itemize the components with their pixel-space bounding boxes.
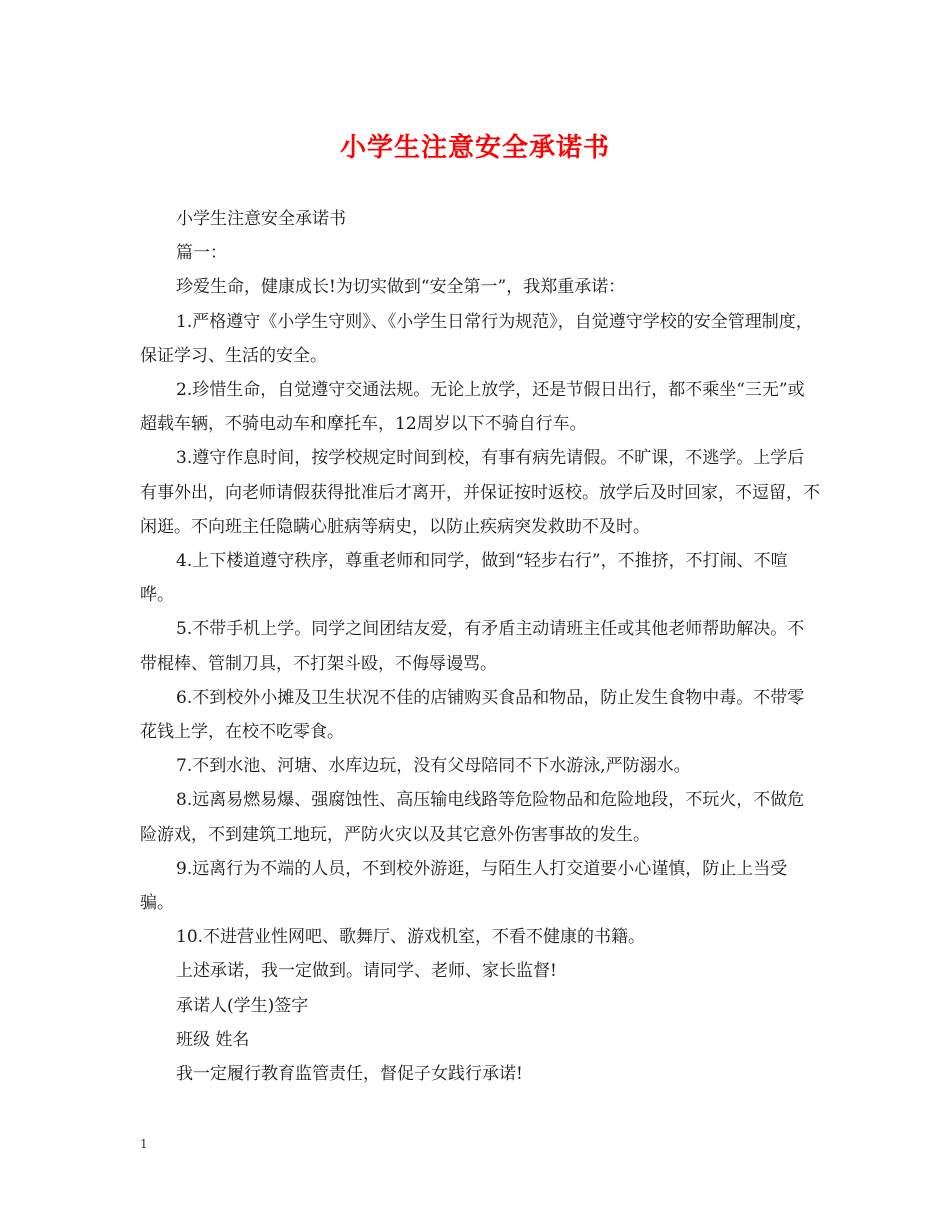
paragraph-item-6: 6.不到校外小摊及卫生状况不佳的店铺购买食品和物品，防止发生食物中毒。不带零花钱上学，在校不吃零食。	[140, 687, 805, 743]
paragraph-class-name-line: 班级 姓名	[176, 1029, 250, 1050]
paragraph-pledge: 上述承诺，我一定做到。请同学、老师、家长监督!	[176, 961, 557, 982]
paragraph-intro: 珍爱生命，健康成长!为切实做到“安全第一”，我郑重承诺：	[176, 277, 626, 298]
document-title: 小学生注意安全承诺书	[339, 133, 610, 163]
paragraph-item-2: 2.珍惜生命，自觉遵守交通法规。无论上放学，还是节假日出行，都不乘坐“三无”或超载车辆，不骑电动车和摩托车，12周岁以下不骑自行车。	[140, 380, 805, 435]
paragraph-item-3: 3.遵守作息时间，按学校规定时间到校，有事有病先请假。不旷课，不逃学。上学后有事外出，向老师请假获得批准后才离开，并保证按时返校。放学后及时回家，不逗留，不闲逛。不向班主任隐瞒心脏病等病史，以防止疾病突发救助不及时。	[140, 448, 820, 537]
paragraph-item-7: 7.不到水池、河塘、水库边玩，没有父母陪同不下水游泳,严防溺水。	[176, 756, 691, 777]
paragraph-item-4: 4.上下楼道遵守秩序，尊重老师和同学，做到“轻步右行”，不推挤，不打闹、不喧哗。	[140, 551, 788, 606]
paragraph-signature-line: 承诺人(学生)签字	[176, 995, 309, 1016]
paragraph-item-10: 10.不进营业性网吧、歌舞厅、游戏机室，不看不健康的书籍。	[176, 927, 646, 948]
paragraph-item-1: 1.严格遵守《小学生守则》、《小学生日常行为规范》，自觉遵守学校的安全管理制度，保证学习、生活的安全。	[140, 311, 813, 366]
document-body	[140, 202, 820, 1091]
paragraph-heading: 小学生注意安全承诺书	[176, 209, 346, 229]
paragraph-item-8: 8.远离易燃易爆、强腐蚀性、高压输电线路等危险物品和危险地段，不玩火，不做危险游戏，不到建筑工地玩，严防火灾以及其它意外伤害事故的发生。	[140, 790, 805, 845]
paragraph-item-9: 9.远离行为不端的人员，不到校外游逛，与陌生人打交道要小心谨慎，防止上当受骗。	[140, 858, 788, 914]
paragraph-parent-pledge: 我一定履行教育监管责任，督促子女践行承诺!	[176, 1064, 523, 1085]
paragraph-item-5: 5.不带手机上学。同学之间团结友爱，有矛盾主动请班主任或其他老师帮助解决。不带棍棒、管制刀具，不打架斗殴，不侮辱谩骂。	[140, 619, 805, 674]
paragraph-section-label: 篇一：	[176, 243, 227, 264]
page-number: 1	[140, 1137, 148, 1151]
